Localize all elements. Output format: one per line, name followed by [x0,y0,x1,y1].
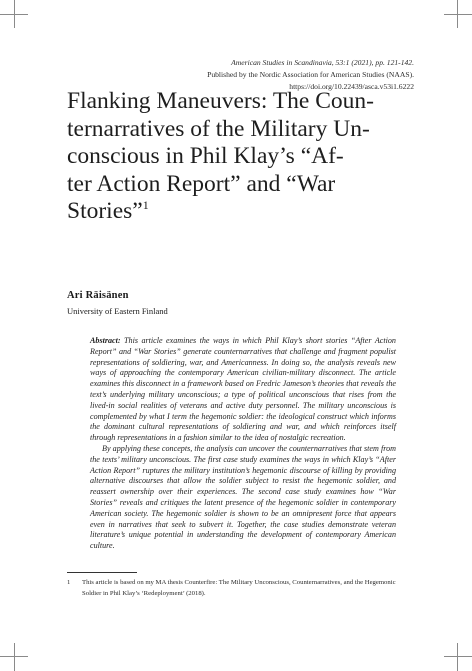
crop-mark [0,656,28,657]
doi-link[interactable]: https://doi.org/10.22439/asca.v53i1.6222 [289,82,414,91]
author-affiliation: University of Eastern Finland [67,306,168,316]
title-line: Stories” [67,198,143,224]
title-line: conscious in Phil Klay’s “Af- [67,143,344,169]
title-line: Flanking Maneuvers: The Coun- [67,88,374,114]
abstract-paragraph: By applying these concepts, the analysis can uncover the counternarratives that stem from the texts’ military unconscious. The first case study examines the ways in which Klay’s “After Action Report” ruptures the military institution’s hegemonic discourse of killing by providing alternative discourses that allow the soldier subject to resist the hegemonic soldier, and reassert ownership over their experiences. The second case study examines how “War Stories” reveals and critiques the latent presence of the hegemonic soldier in contemporary American society. The hegemonic soldier is shown to be an omnipresent force that appears even in narratives that seek to subvert it. Together, the case studies demonstrate veteran literature’s unique potential in understanding the development of contemporary American culture. [90,443,396,551]
title-line-last [67,198,407,226]
crop-mark [14,643,15,671]
title-line: ternarratives of the Military Un- [67,115,370,142]
footnote-text: This article is based on my MA thesis Counterfire: The Military Unconscious, Counternarratives, and the Hegemonic Soldier in Phil Klay’s ‘Redeployment’ (2018). [82,579,396,597]
crop-mark [457,643,458,671]
journal-citation: American Studies in Scandinavia, 53:1 (2021), pp. 121-142. [231,58,414,67]
publisher-line: Published by the Nordic Association for American Studies (NAAS). [207,70,414,79]
footnote-number: 1 [67,579,71,586]
abstract-text: This article examines the ways in which Phil Klay’s short stories “After Action Report” and “War Stories” generate counternarratives that challenge and fragment populist representations of soldiering, war, and Americanness. In doing so, the analysis reveals new ways of approaching the contemporary American civilian-military disconnect. The article examines this disconnect in a framework based on Fredric Jameson’s theories that reveals the text’s underlying military unconscious; a type of political unconscious that rises from the lived-in social realities of veterans and active duty personnel. The military unconscious is complemented by what I term the hegemonic soldier: the ideological construct which informs the dominant cultural representations of soldiering and war, and which reinforces itself through representations in a fashion similar to the idea of nostalgic recreation. [90,336,396,443]
author-name: Ari Räisänen [67,290,129,301]
crop-mark [444,14,472,15]
abstract-paragraph [90,336,396,444]
article-title [67,88,407,226]
crop-mark [444,656,472,657]
title-footnote-marker[interactable]: 1 [142,198,149,213]
crop-mark [0,14,28,15]
abstract [90,336,396,552]
footnote [67,578,407,599]
abstract-label: Abstract: [90,336,121,345]
footnote-divider [67,572,137,573]
title-line: ter Action Report” and “War [67,170,336,197]
